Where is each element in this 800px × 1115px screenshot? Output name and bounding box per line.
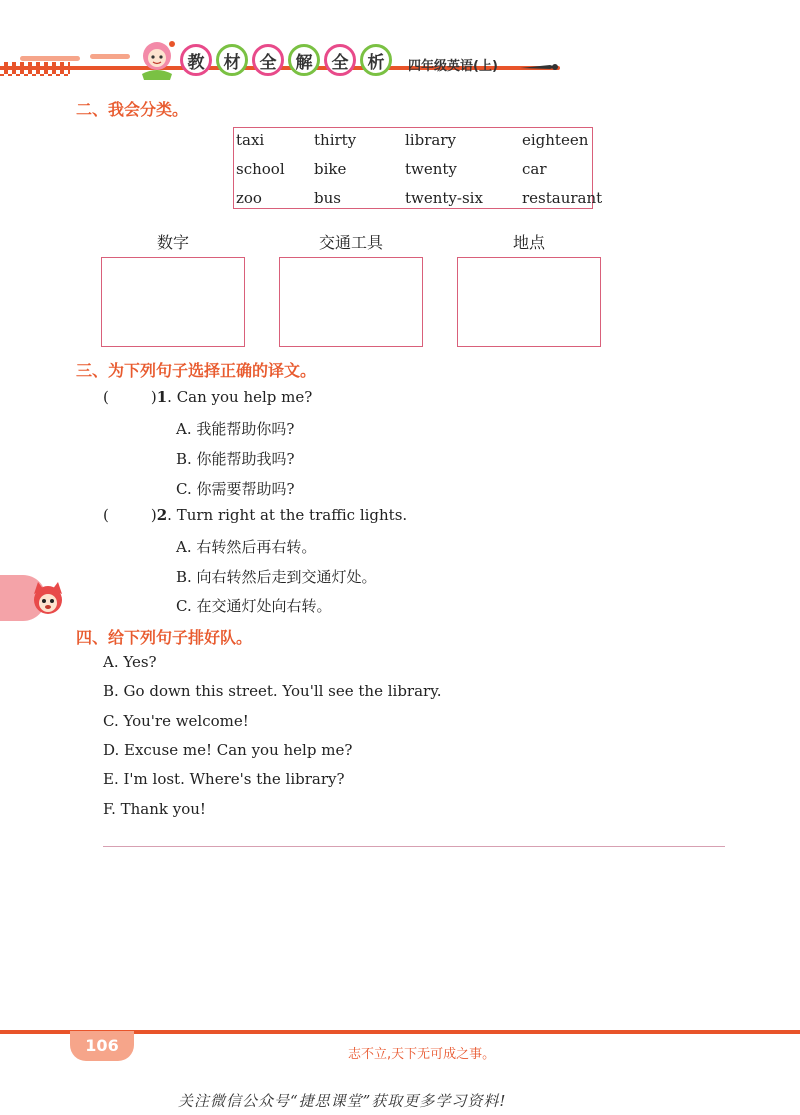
question-number: 1 [156,388,168,406]
order-item-f: F. Thank you! [103,800,206,818]
section-title-classify: 二、我会分类。 [76,100,189,119]
order-item-e: E. I'm lost. Where's the library? [103,770,345,788]
option-1a: A. 我能帮助你吗? [176,420,295,438]
section-title-order: 四、给下列句子排好队。 [76,628,253,647]
word-cell: thirty [314,131,357,149]
option-2b: B. 向右转然后走到交通灯处。 [176,568,377,586]
grade-label: 四年级英语(上) [408,59,498,74]
answer-paren-open[interactable]: ( [103,506,109,524]
category-label-places: 地点 [512,233,545,252]
book-title-char: 析 [360,44,392,76]
order-item-d: D. Excuse me! Can you help me? [103,741,353,759]
question-text: . Turn right at the traffic lights. [167,506,408,524]
book-title-char: 全 [324,44,356,76]
answer-box-transport[interactable] [279,257,423,347]
word-cell: twenty [405,160,457,178]
option-2c: C. 在交通灯处向右转。 [176,597,332,615]
word-cell: bike [314,160,347,178]
option-2a: A. 右转然后再右转。 [176,538,317,556]
book-title-char: 材 [216,44,248,76]
word-cell: twenty-six [405,189,483,207]
category-label-transport: 交通工具 [318,233,383,252]
answer-paren-open[interactable]: ( [103,388,109,406]
word-cell: restaurant [522,189,603,207]
header-stripe-decoration [90,54,130,59]
word-cell: zoo [236,189,262,207]
option-1b: B. 你能帮助我吗? [176,450,295,468]
mascot-icon [132,36,182,82]
answer-paren-close[interactable]: ) [150,506,157,524]
footer-motto: 志不立,天下无可成之事。 [348,1047,496,1062]
book-title-badges [180,44,392,76]
question-2 [103,506,407,524]
mascot-face-icon [28,580,68,620]
pen-icon [520,62,560,72]
word-cell: car [522,160,547,178]
category-label-numbers: 数字 [156,233,189,252]
book-title-char: 全 [252,44,284,76]
word-bank-table [233,127,603,209]
section-title-translate: 三、为下列句子选择正确的译文。 [76,361,317,380]
answer-box-places[interactable] [457,257,601,347]
question-1 [103,388,312,406]
answer-line[interactable] [103,846,725,847]
answer-box-numbers[interactable] [101,257,245,347]
book-title-char: 解 [288,44,320,76]
question-text: . Can you help me? [167,388,313,406]
order-item-b: B. Go down this street. You'll see the library. [103,682,442,700]
footer-note: 关注微信公众号“捷思课堂”获取更多学习资料! [178,1092,507,1110]
order-item-a: A. Yes? [103,653,157,671]
word-cell: library [405,131,456,149]
word-cell: taxi [236,131,265,149]
question-number: 2 [156,506,168,524]
word-cell: school [236,160,285,178]
order-item-c: C. You're welcome! [103,712,249,730]
word-cell: bus [314,189,341,207]
option-1c: C. 你需要帮助吗? [176,480,295,498]
word-cell: eighteen [522,131,589,149]
page-number: 106 [85,1036,119,1055]
header-stripe-decoration [20,56,80,61]
answer-paren-close[interactable]: ) [150,388,157,406]
book-title-char: 教 [180,44,212,76]
